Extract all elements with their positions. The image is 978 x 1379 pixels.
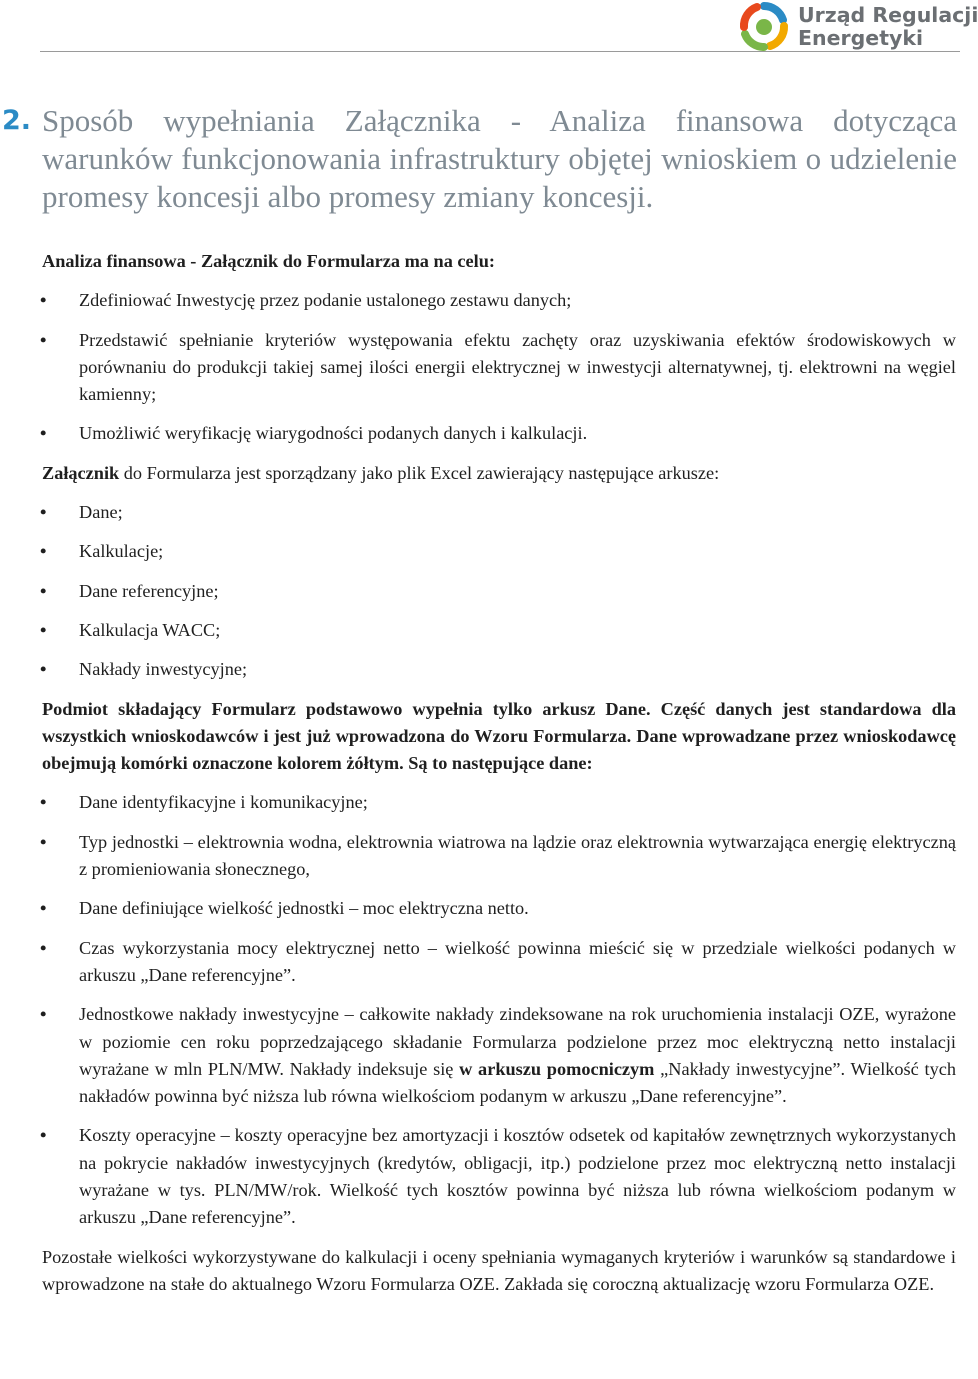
list-item: • Typ jednostki – elektrownia wodna, elektrownia wiatrowa na lądzie oraz elektrownia wytwarzająca energię elektryczną z promieniowania słonecznego, (42, 829, 956, 884)
section-number: 2. (2, 105, 32, 136)
list-item: • Nakłady inwestycyjne; (42, 656, 956, 683)
list-item: • Przedstawić spełnianie kryteriów występowania efektu zachęty oraz uzyskiwania efektów środowiskowych w porównaniu do produkcji takiej samej ilości energii elektrycznej w inwestycji alternatywnej, tj. elektrowni na węgiel kamienny; (42, 327, 956, 409)
sheets-list (42, 499, 956, 683)
list-item: • Czas wykorzystania mocy elektrycznej netto – wielkość powinna mieścić się w przedziale wielkości podanych w arkuszu „Dane referencyjne”. (42, 935, 956, 990)
ure-logo-icon (738, 2, 790, 52)
sheets-intro-rest: do Formularza jest sporządzany jako plik Excel zawierający następujące arkusze: (119, 462, 720, 483)
goals-list (42, 287, 956, 447)
document-body (42, 248, 956, 1298)
list-item (42, 1001, 956, 1110)
header-divider (40, 51, 960, 52)
list-item: • Zdefiniować Inwestycję przez podanie ustalonego zestawu danych; (42, 287, 956, 314)
list-item: • Dane identyfikacyjne i komunikacyjne; (42, 789, 956, 816)
logo-line-1: Urząd Regulacji (798, 3, 978, 27)
list-item: • Koszty operacyjne – koszty operacyjne bez amortyzacji i kosztów odsetek od kapitałów zewnętrznych wykorzystanych na pokrycie nakładów inwestycyjnych (kredytów, obligacji, itp.) podzielone przez moc elektryczną netto instalacji wyrażane w tys. PLN/MW/rok. Wielkość tych kosztów powinna być niższa lub równa wielkościom podanym w arkuszu „Dane referencyjne”. (42, 1122, 956, 1231)
sheets-intro-bold: Załącznik (42, 462, 120, 483)
ure-logo (738, 2, 978, 52)
item5-part-a: Jednostkowe nakłady inwestycyjne – całkowite nakłady zindeksowane na rok uruchomienia instalacji OZE, wyrażone w poziomie cen roku poprzedzającego składanie Formularza podzielone przez moc elektryczną netto instalacji wyrażane w mln PLN/MW. Nakłady indeksuje się (79, 1004, 956, 1079)
list-item: • Dane; (42, 499, 956, 526)
list-item: • Umożliwić weryfikację wiarygodności podanych danych i kalkulacji. (42, 420, 956, 447)
logo-line-2: Energetyki (798, 26, 924, 50)
item5-bold: w arkuszu pomocniczym (459, 1058, 655, 1079)
data-items-list (42, 789, 956, 1231)
list-item: • Kalkulacja WACC; (42, 617, 956, 644)
item5-part-b: „Nakłady inwestycyjne”. Wielkość tych nakładów powinna być niższa lub równa wielkościom podanym w arkuszu „Dane referencyjne”. (79, 1058, 956, 1107)
closing-paragraph: Pozostałe wielkości wykorzystywane do kalkulacji i oceny spełniania wymaganych kryteriów i warunków są standardowe i wprowadzone na stałe do aktualnego Wzoru Formularza OZE. Zakłada się coroczną aktualizację wzoru Formularza OZE. (42, 1246, 956, 1294)
list-item: • Kalkulacje; (42, 538, 956, 565)
data-intro: Podmiot składający Formularz podstawowo wypełnia tylko arkusz Dane. Część danych jest standardowa dla wszystkich wnioskodawców i jest już wprowadzona do Wzoru Formularza. Dane wprowadzane przez wnioskodawcę obejmują komórki oznaczone kolorem żółtym. Są to następujące dane: (42, 698, 956, 774)
sheets-intro (42, 460, 956, 487)
list-item: • Dane definiujące wielkość jednostki – moc elektryczna netto. (42, 895, 956, 922)
list-item: • Dane referencyjne; (42, 578, 956, 605)
section-title: Sposób wypełniania Załącznika - Analiza finansowa dotycząca warunków funkcjonowania infrastruktury objętej wnioskiem o udzielenie promesy koncesji albo promesy zmiany koncesji. (42, 103, 957, 214)
goals-intro: Analiza finansowa - Załącznik do Formularza ma na celu: (42, 251, 495, 271)
